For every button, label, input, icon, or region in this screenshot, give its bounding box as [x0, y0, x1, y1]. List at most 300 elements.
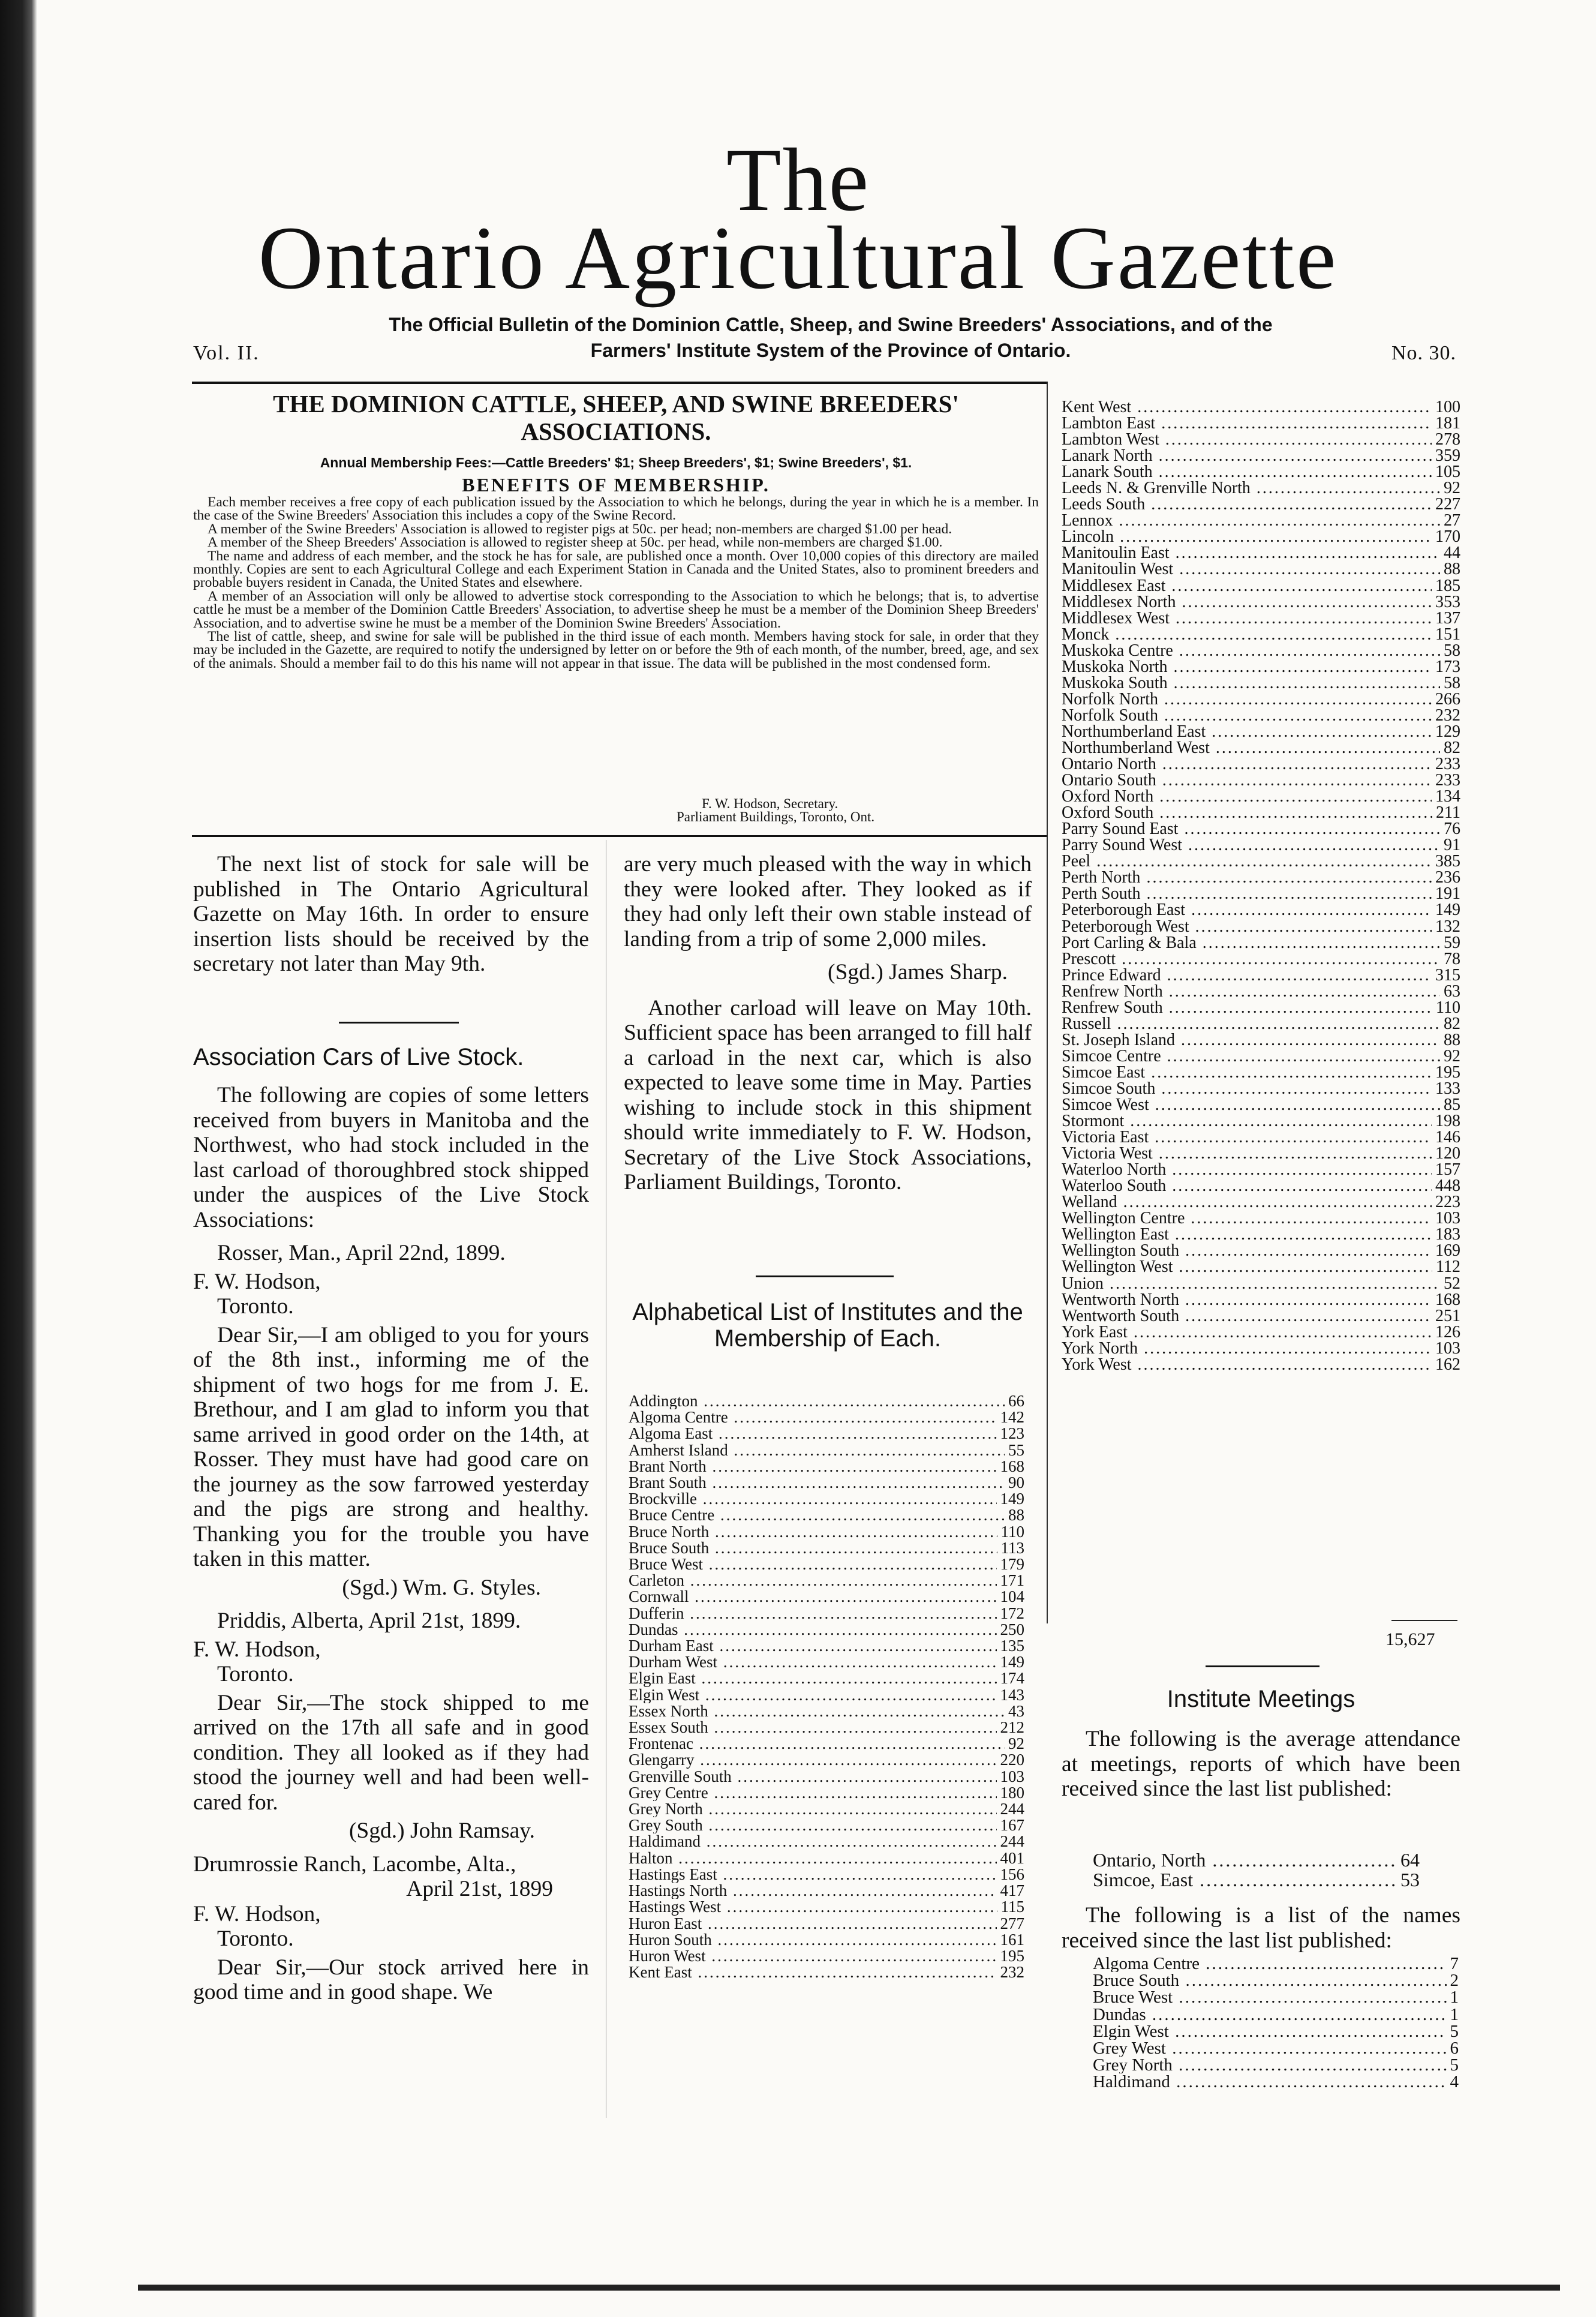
cars-heading: Association Cars of Live Stock.	[193, 1044, 524, 1070]
letter4-signature: (Sgd.) James Sharp.	[828, 960, 1008, 985]
list-row	[1062, 805, 1460, 821]
list-row	[1062, 643, 1460, 659]
ornament-rule	[1206, 1665, 1320, 1667]
list-row-name: Muskoka South .....	[1062, 675, 1440, 691]
meetings-heading: Institute Meetings	[1167, 1686, 1355, 1712]
list-row-name: Prince Edward .....	[1062, 967, 1432, 983]
list-row-value: 115	[1000, 1898, 1024, 1916]
list-row-name: Addington .....	[629, 1393, 1005, 1409]
list-row	[1093, 2040, 1459, 2057]
list-row-value: 1	[1450, 1988, 1459, 2007]
list-row-name: Perth South .....	[1062, 886, 1432, 902]
benefit-paragraph: A member of an Association will only be allowed to advertise stock corresponding to the Association to which he belongs; that is, to advertise cattle he must be a member of the Dominion Cattle Breeders' Association, to advertise sheep he must be a member of the Dominion Sheep Breeders' Association, and to advertise swine he must be a member of the Dominion Swine Breeders' Association.	[193, 588, 1039, 631]
letter2-body: Dear Sir,—The stock shipped to me arrived on the 17th all safe and in good condition. They all looked as if they had stood the journey well and had been well-cared for.	[193, 1690, 589, 1815]
list-row-value: 315	[1435, 965, 1460, 985]
list-row	[629, 1393, 1024, 1409]
list-row-value: 43	[1008, 1701, 1024, 1720]
institutes-list-b	[1062, 399, 1460, 1373]
list-row-name: Algoma East .....	[629, 1425, 997, 1442]
list-row-value: 233	[1435, 755, 1460, 774]
list-row-name: Wellington West .....	[1062, 1259, 1432, 1275]
list-row-name: Middlesex East .....	[1062, 578, 1432, 594]
list-row	[629, 1769, 1024, 1785]
list-row	[1062, 1000, 1460, 1016]
list-row-value: 137	[1435, 608, 1460, 628]
list-row-value: 105	[1435, 463, 1460, 482]
letter2-city: Toronto.	[217, 1662, 294, 1686]
list-row-value: 149	[1435, 901, 1460, 920]
list-row-value: 244	[1000, 1800, 1024, 1818]
subtitle-line-1: The Official Bulletin of the Dominion Cattle, Sheep, and Swine Breeders' Associations, and of the	[389, 314, 1273, 335]
list-row	[1062, 853, 1460, 869]
meetings-intro	[1062, 1727, 1460, 1802]
volume-label: Vol. II.	[193, 342, 260, 364]
list-row-value: 183	[1435, 1225, 1460, 1244]
list-row-name: Essex North .....	[629, 1703, 1005, 1719]
list-row-name: Wellington South .....	[1062, 1242, 1432, 1259]
list-row-name: Wellington Centre .....	[1062, 1210, 1432, 1226]
bottom-rule	[138, 2285, 1560, 2291]
list-row	[629, 1654, 1024, 1670]
list-row-name: Bruce Centre .....	[629, 1507, 1005, 1523]
list-row-name: Bruce West .....	[629, 1556, 997, 1572]
list-row-name: Middlesex West .....	[1062, 610, 1432, 626]
list-row-value: 110	[1436, 998, 1460, 1017]
list-row-name: Ontario North .....	[1062, 756, 1432, 772]
list-row-value: 142	[1000, 1408, 1024, 1427]
letter3-body: Dear Sir,—Our stock arrived here in good time and in good shape. We	[193, 1955, 589, 2004]
list-row	[1062, 578, 1460, 594]
list-row-name: Algoma Centre .....	[1093, 1955, 1447, 1972]
list-row	[1093, 1955, 1459, 1972]
list-row-name: York East .....	[1062, 1324, 1432, 1340]
list-row-name: Victoria East .....	[1062, 1129, 1432, 1145]
associations-title: THE DOMINION CATTLE, SHEEP, AND SWINE BREEDERS' ASSOCIATIONS.	[273, 390, 959, 445]
list-row	[629, 1540, 1024, 1556]
list-row-name: Manitoulin East .....	[1062, 545, 1440, 561]
list-row-name: Lambton East .....	[1062, 415, 1432, 431]
names-list	[1093, 1955, 1459, 2091]
list-row	[629, 1670, 1024, 1686]
list-row-name: Simcoe South .....	[1062, 1081, 1432, 1097]
list-row	[1062, 756, 1460, 772]
list-row-value: 168	[1000, 1457, 1024, 1475]
list-row-value: 58	[1444, 641, 1460, 660]
list-row	[1062, 512, 1460, 529]
list-row-name: Lanark North .....	[1062, 448, 1432, 464]
list-row-name: Wentworth North .....	[1062, 1292, 1432, 1308]
ornament-rule	[339, 1022, 459, 1024]
list-row	[629, 1622, 1024, 1638]
list-row-value: 149	[1000, 1653, 1024, 1671]
list-row	[629, 1556, 1024, 1572]
list-row-value: 195	[1435, 1063, 1460, 1082]
list-row-value: 103	[1000, 1767, 1024, 1785]
list-row-value: 103	[1435, 1338, 1460, 1358]
meetings-intro-text: The following is the average attendance at meetings, reports of which have been received since the last list published:	[1062, 1727, 1460, 1801]
institutes-list-a	[629, 1393, 1024, 1980]
list-row-name: Grey South .....	[629, 1817, 997, 1833]
masthead-title-the: The	[726, 130, 870, 230]
list-row-name: Wentworth South .....	[1062, 1308, 1432, 1324]
list-row-name: Northumberland East .....	[1062, 724, 1432, 740]
list-row	[629, 1491, 1024, 1507]
list-row-name: Simcoe, East .....	[1093, 1870, 1397, 1890]
list-row-value: 44	[1444, 544, 1460, 563]
list-row	[1062, 561, 1460, 577]
list-row-name: Waterloo South .....	[1062, 1178, 1432, 1194]
list-row-name: York North .....	[1062, 1340, 1432, 1356]
list-row-name: Russell .....	[1062, 1016, 1440, 1032]
list-row-value: 174	[1000, 1669, 1024, 1688]
list-row-value: 236	[1435, 868, 1460, 887]
list-row-value: 277	[1000, 1914, 1024, 1932]
list-row-name: Grey Centre .....	[629, 1785, 997, 1801]
list-row-name: Middlesex North .....	[1062, 594, 1432, 610]
list-row	[1062, 837, 1460, 853]
list-row	[629, 1507, 1024, 1523]
list-row-value: 55	[1008, 1440, 1024, 1459]
subtitle-line-2: Farmers' Institute System of the Province of Ontario.	[590, 340, 1071, 361]
list-row-name: Oxford South .....	[1062, 805, 1432, 821]
list-row	[1062, 951, 1460, 967]
list-row-value: 162	[1435, 1355, 1460, 1374]
list-row-value: 63	[1444, 982, 1460, 1001]
list-row-value: 211	[1436, 803, 1460, 823]
list-row	[1093, 1850, 1420, 1870]
list-row	[629, 1833, 1024, 1850]
list-row	[629, 1703, 1024, 1719]
list-row-name: Elgin West .....	[629, 1687, 997, 1703]
list-row-name: Durham East .....	[629, 1638, 997, 1654]
list-row-value: 401	[1000, 1848, 1024, 1867]
benefit-paragraph: The list of cattle, sheep, and swine for sale will be published in the third issue of each month. Members having stock for sale, in order that they may be included in the Gazette, are required to notify the undersigned by letter on or before the 9th of each month, of the number, breed, age, and sex of the animals. Should a member fail to do this his name will not appear in that issue. The data will be published in the most condensed form.	[193, 629, 1039, 671]
list-row	[629, 1883, 1024, 1899]
letter1-recipient: F. W. Hodson,	[193, 1269, 321, 1294]
list-row-name: Oxford North .....	[1062, 788, 1432, 805]
list-row-name: Lanark South .....	[1062, 464, 1432, 480]
benefit-paragraph: Each member receives a free copy of each publication issued by the Association to which he belongs, during the year in which he is a member. In the case of the Swine Breeders' Association this includes a copy of the Swine Record.	[193, 494, 1039, 524]
total-rule	[1391, 1620, 1457, 1621]
list-row-value: 385	[1435, 852, 1460, 871]
list-row-value: 220	[1000, 1751, 1024, 1769]
list-row	[629, 1801, 1024, 1817]
list-row-value: 123	[1000, 1424, 1024, 1443]
header-rule	[192, 382, 1047, 384]
list-row-name: Bruce North .....	[629, 1524, 997, 1540]
list-row-name: Elgin West .....	[1093, 2023, 1447, 2040]
list-row-name: Bruce South .....	[629, 1540, 997, 1556]
list-row-value: 195	[1000, 1946, 1024, 1965]
names-intro-text: The following is a list of the names received since the last list published:	[1062, 1903, 1460, 1953]
list-row-value: 64	[1400, 1849, 1420, 1871]
list-row-value: 88	[1008, 1506, 1024, 1524]
list-row-name: Cornwall .....	[629, 1589, 997, 1605]
list-row-name: Brant South .....	[629, 1475, 1005, 1491]
list-row-name: Prescott .....	[1062, 951, 1440, 967]
letter-continued	[624, 852, 1032, 1195]
list-row-name: Stormont .....	[1062, 1113, 1432, 1129]
list-row-value: 191	[1435, 884, 1460, 904]
list-row	[629, 1817, 1024, 1833]
list-row-value: 157	[1435, 1160, 1460, 1179]
list-row	[1062, 1275, 1460, 1292]
list-row	[1062, 788, 1460, 805]
list-row	[629, 1589, 1024, 1605]
list-row-value: 149	[1000, 1490, 1024, 1508]
list-row-value: 2	[1450, 1971, 1459, 1991]
list-row	[1062, 919, 1460, 935]
letter1-signature: (Sgd.) Wm. G. Styles.	[342, 1575, 541, 1600]
list-row	[1062, 1048, 1460, 1064]
list-row-value: 53	[1400, 1869, 1420, 1890]
list-row-value: 135	[1000, 1637, 1024, 1655]
list-row-name: Brockville .....	[629, 1491, 997, 1507]
list-row-name: Grey West .....	[1093, 2040, 1447, 2057]
list-row-value: 227	[1435, 495, 1460, 514]
list-row	[1062, 1210, 1460, 1226]
stock-list-notice	[193, 852, 589, 977]
list-row-value: 7	[1450, 1954, 1459, 1973]
benefit-paragraph: The name and address of each member, and the stock he has for sale, are published once a month. Over 10,000 copies of this directory are mailed monthly. Copies are sent to each Agricultural College and each Experiment Station in Canada and the United States, also to prominent breeders and probable buyers resident in Canada, the United States and elsewhere.	[193, 548, 1039, 591]
list-row-value: 126	[1435, 1322, 1460, 1341]
list-row-name: Norfolk North .....	[1062, 691, 1432, 707]
benefit-paragraph: A member of the Swine Breeders' Association is allowed to register pigs at 50c. per head; non-members are charged $1.00 per head.	[208, 521, 952, 537]
list-row	[1062, 496, 1460, 512]
list-row-name: Northumberland West .....	[1062, 740, 1440, 756]
list-row	[1062, 1226, 1460, 1242]
list-row-value: 156	[1000, 1865, 1024, 1883]
list-row-name: Elgin East .....	[629, 1670, 997, 1686]
list-row	[1093, 1972, 1459, 1989]
list-row-name: Amherst Island .....	[629, 1442, 1005, 1458]
notice-text: The next list of stock for sale will be published in The Ontario Agricultural Gazette on May 16th. In order to ensure insertion lists should be received by the secretary not later than May 9th.	[193, 852, 589, 976]
list-row-name: St. Joseph Island .....	[1062, 1032, 1440, 1048]
list-row	[1062, 902, 1460, 918]
list-row-value: 91	[1444, 836, 1460, 855]
list-row	[1062, 1097, 1460, 1113]
list-row-name: Hastings North .....	[629, 1883, 997, 1899]
section-rule	[192, 835, 1047, 837]
list-row	[1062, 1113, 1460, 1129]
list-row	[629, 1442, 1024, 1458]
list-row	[1093, 2057, 1459, 2073]
list-row	[1062, 448, 1460, 464]
list-row	[629, 1752, 1024, 1768]
list-row-name: Victoria West .....	[1062, 1145, 1432, 1161]
binding-edge	[0, 0, 37, 2317]
another-carload-text: Another carload will leave on May 10th. Sufficient space has been arranged to fill half a carload in the next car, which is also expected to leave some time in May. Parties wishing to include stock in this shipment should write immediately to F. W. Hodson, Secretary of the Live Stock Associations, Parliament Buildings, Toronto.	[624, 995, 1032, 1194]
list-row-name: Parry Sound East .....	[1062, 821, 1440, 837]
list-row-name: Muskoka North .....	[1062, 659, 1432, 675]
list-row-value: 244	[1000, 1832, 1024, 1851]
meetings-list	[1093, 1850, 1420, 1890]
list-row-value: 104	[1000, 1587, 1024, 1606]
letter3-recipient: F. W. Hodson,	[193, 1901, 321, 1926]
list-row-value: 266	[1435, 689, 1460, 709]
list-row	[1062, 1259, 1460, 1275]
list-row	[1062, 480, 1460, 496]
list-row	[629, 1409, 1024, 1425]
list-row-value: 134	[1435, 787, 1460, 806]
list-row-value: 110	[1000, 1522, 1024, 1541]
list-row-name: Hastings East .....	[629, 1866, 997, 1883]
list-row-name: Dundas .....	[1093, 2006, 1447, 2023]
list-row-value: 112	[1436, 1257, 1460, 1277]
list-row	[1062, 594, 1460, 610]
list-row	[1062, 1324, 1460, 1340]
list-row-name: Ontario, North .....	[1093, 1850, 1397, 1870]
list-row-name: Essex South .....	[629, 1719, 997, 1736]
list-row	[629, 1638, 1024, 1654]
list-row	[1062, 399, 1460, 415]
list-row-value: 161	[1000, 1930, 1024, 1949]
list-row-value: 171	[1000, 1571, 1024, 1590]
list-row	[629, 1475, 1024, 1491]
list-row	[1062, 1292, 1460, 1308]
list-row-value: 82	[1444, 1014, 1460, 1033]
list-row-value: 129	[1435, 722, 1460, 741]
list-row-name: Bruce South .....	[1093, 1972, 1447, 1989]
list-row-value: 223	[1435, 1193, 1460, 1212]
list-row	[1062, 967, 1460, 983]
list-row-value: 52	[1444, 1274, 1460, 1293]
list-row-name: Union .....	[1062, 1275, 1440, 1292]
list-row-value: 417	[1000, 1881, 1024, 1900]
list-row-value: 170	[1435, 527, 1460, 547]
list-row-value: 169	[1435, 1241, 1460, 1260]
list-row-name: Welland .....	[1062, 1194, 1432, 1210]
list-row	[629, 1524, 1024, 1540]
list-row-value: 92	[1008, 1734, 1024, 1753]
list-row	[629, 1932, 1024, 1948]
list-row-name: Grenville South .....	[629, 1769, 997, 1785]
list-row	[1062, 1032, 1460, 1048]
list-row-name: Brant North .....	[629, 1458, 997, 1475]
list-row-value: 232	[1435, 706, 1460, 725]
letter2-signature: (Sgd.) John Ramsay.	[348, 1818, 535, 1843]
cars-intro: The following are copies of some letters received from buyers in Manitoba and the Northwest, who had stock included in the last carload of thoroughbred stock shipped under the auspices of the Live Stock Associations:	[193, 1083, 589, 1232]
list-row-value: 90	[1008, 1473, 1024, 1492]
list-row	[1062, 707, 1460, 724]
benefit-paragraph: A member of the Sheep Breeders' Association is allowed to register sheep at 50c. per head, while non-members are charged $1.00.	[208, 535, 943, 551]
list-row-value: 167	[1000, 1816, 1024, 1835]
list-row-name: Dundas .....	[629, 1622, 997, 1638]
list-row-value: 233	[1435, 771, 1460, 790]
list-row	[1062, 1129, 1460, 1145]
list-row	[1093, 2073, 1459, 2090]
list-row-value: 92	[1444, 479, 1460, 498]
list-row-name: Leeds South .....	[1062, 496, 1432, 512]
letter3-place: Drumrossie Ranch, Lacombe, Alta.,	[193, 1851, 516, 1877]
list-row-name: Huron South .....	[629, 1932, 997, 1948]
list-row-value: 4	[1450, 2072, 1459, 2092]
list-row-name: Simcoe Centre .....	[1062, 1048, 1440, 1064]
list-row-name: Huron East .....	[629, 1916, 997, 1932]
list-row-value: 173	[1435, 657, 1460, 676]
list-row	[1093, 2023, 1459, 2040]
list-row-name: Hastings West .....	[629, 1899, 997, 1915]
list-row-name: Glengarry .....	[629, 1752, 997, 1768]
list-row	[1062, 1308, 1460, 1324]
list-row-value: 113	[1000, 1538, 1024, 1557]
list-row-name: Peel .....	[1062, 853, 1432, 869]
list-row	[1062, 1016, 1460, 1032]
list-row-value: 58	[1444, 673, 1460, 692]
list-row	[629, 1605, 1024, 1622]
list-row	[1062, 1340, 1460, 1356]
issue-number: No. 30.	[1391, 342, 1457, 364]
list-row	[629, 1948, 1024, 1964]
list-row-value: 353	[1435, 592, 1460, 611]
list-row-name: Ontario South .....	[1062, 772, 1432, 788]
list-row-value: 151	[1435, 625, 1460, 644]
list-row	[1062, 821, 1460, 837]
membership-total: 15,627	[1385, 1629, 1435, 1649]
list-row	[629, 1687, 1024, 1703]
membership-fees: Annual Membership Fees:—Cattle Breeders' $1; Sheep Breeders', $1; Swine Breeders', $1.	[320, 455, 912, 470]
list-row-value: 172	[1000, 1604, 1024, 1622]
list-row-value: 232	[1000, 1963, 1024, 1982]
list-row-value: 212	[1000, 1718, 1024, 1737]
list-row-name: Frontenac .....	[629, 1736, 1005, 1752]
list-row-value: 88	[1444, 560, 1460, 579]
list-row-name: Leeds N. & Grenville North .....	[1062, 480, 1440, 496]
list-row-name: Lennox .....	[1062, 512, 1440, 529]
ornament-rule	[756, 1275, 894, 1277]
letter2-recipient: F. W. Hodson,	[193, 1637, 321, 1662]
list-row-value: 198	[1435, 1112, 1460, 1131]
list-row-name: Manitoulin West .....	[1062, 561, 1440, 577]
list-row-value: 251	[1435, 1306, 1460, 1325]
list-row	[1062, 610, 1460, 626]
institutes-list-heading: Alphabetical List of Institutes and the Membership of Each.	[632, 1299, 1023, 1352]
list-row-name: Lincoln .....	[1062, 529, 1432, 545]
list-row-name: Huron West .....	[629, 1948, 997, 1964]
list-row-name: Monck .....	[1062, 626, 1432, 643]
list-row-name: Muskoka Centre .....	[1062, 643, 1440, 659]
list-row-name: Norfolk South .....	[1062, 707, 1432, 724]
list-row-value: 92	[1444, 1046, 1460, 1066]
list-row	[629, 1572, 1024, 1589]
list-row-value: 181	[1435, 414, 1460, 433]
list-row-name: Durham West .....	[629, 1654, 997, 1670]
list-row-value: 82	[1444, 738, 1460, 757]
list-row-value: 78	[1444, 949, 1460, 968]
list-row	[1062, 869, 1460, 886]
list-row	[1062, 1081, 1460, 1097]
list-row-name: Port Carling & Bala .....	[1062, 935, 1440, 951]
list-row	[1062, 431, 1460, 448]
list-row-value: 88	[1444, 1030, 1460, 1049]
column-divider-right	[1047, 382, 1048, 1623]
list-row	[629, 1850, 1024, 1866]
list-row-value: 359	[1435, 446, 1460, 466]
list-row-value: 120	[1435, 1144, 1460, 1163]
list-row	[1062, 691, 1460, 707]
list-row-value: 5	[1450, 2055, 1459, 2075]
secretary-address: Parliament Buildings, Toronto, Ont.	[677, 809, 875, 824]
list-row-value: 180	[1000, 1783, 1024, 1802]
list-row	[1062, 545, 1460, 561]
list-row-name: Kent East .....	[629, 1964, 997, 1980]
list-row	[1062, 772, 1460, 788]
list-row-value: 448	[1435, 1176, 1460, 1196]
letter1-place: Rosser, Man., April 22nd, 1899.	[217, 1241, 506, 1265]
list-row	[1093, 1989, 1459, 2006]
list-row	[1062, 659, 1460, 675]
list-row-name: Parry Sound West .....	[1062, 837, 1440, 853]
